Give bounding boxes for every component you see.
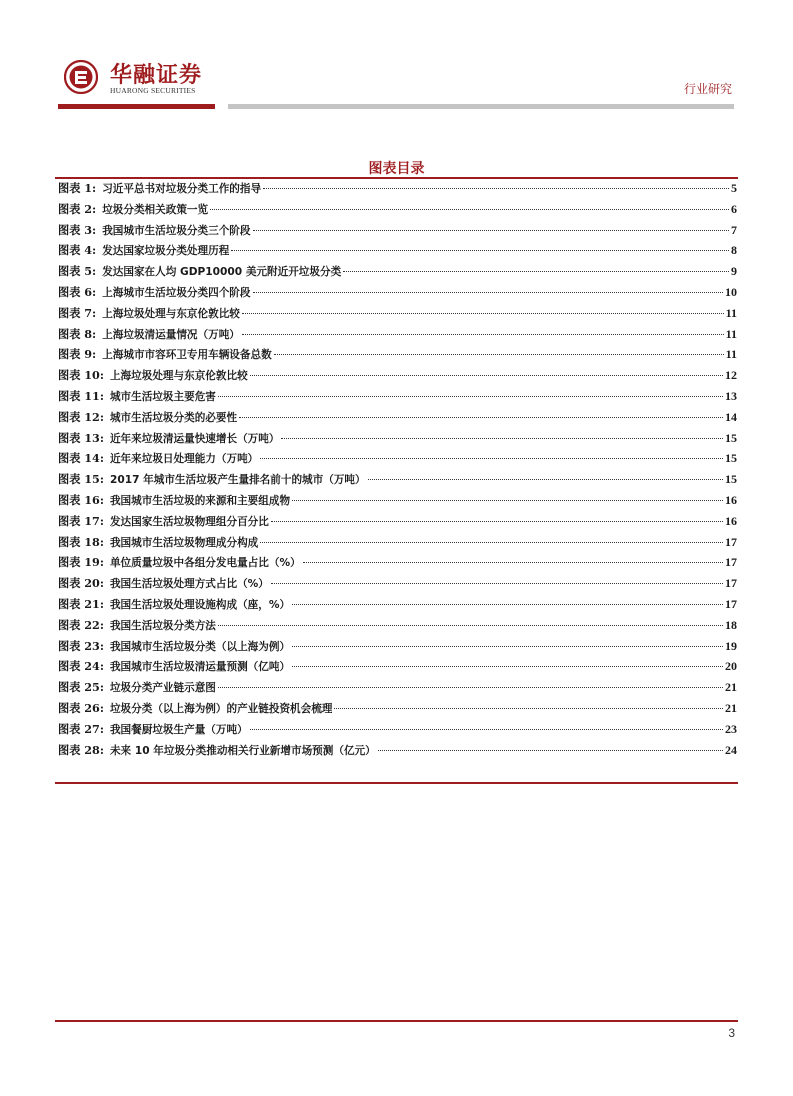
logo-english-name: HUARONG SECURITIES [110,86,196,95]
toc-entry-label: 图表 24: [58,659,104,674]
toc-entry-page: 10 [725,284,737,299]
toc-entry-label: 图表 19: [58,555,104,570]
toc-entry-page: 17 [725,555,737,570]
toc-entry-page: 17 [725,596,737,611]
toc-entry[interactable] [58,430,737,451]
toc-dot-leader [271,583,723,584]
toc-entry[interactable] [58,513,737,534]
toc-entry-label: 图表 28: [58,742,104,757]
toc-entry[interactable] [58,721,737,742]
toc-entry[interactable] [58,242,737,263]
toc-entry[interactable] [58,305,737,326]
toc-entry[interactable] [58,617,737,638]
toc-entry[interactable] [58,263,737,284]
toc-entry[interactable] [58,284,737,305]
toc-entry-title: 城市生活垃圾分类的必要性 [109,411,238,424]
logo-chinese-name: 华融证券 [110,63,203,88]
toc-dot-leader [343,271,729,272]
toc-entry-title: 单位质量垃圾中各组分发电量占比（%） [109,557,301,570]
toc-entry[interactable] [58,471,737,492]
toc-dot-leader [281,438,723,439]
toc-entry-label: 图表 10: [58,368,104,383]
toc-entry[interactable] [58,742,737,763]
toc-entry-label: 图表 27: [58,721,104,736]
toc-entry-label: 图表 18: [58,534,104,549]
toc-dot-leader [378,750,723,751]
toc-entry-label: 图表 13: [58,430,104,445]
toc-dot-leader [239,417,723,418]
footer-rule [55,1020,738,1022]
toc-entry-label: 图表 8: [58,326,97,341]
toc-list [58,180,737,762]
toc-entry-page: 14 [725,409,737,424]
toc-entry-title: 我国城市生活垃圾的来源和主要组成物 [109,494,291,507]
toc-entry-page: 20 [725,659,737,674]
toc-entry-page: 16 [725,492,737,507]
toc-entry-title: 近年来垃圾清运量快速增长（万吨） [109,432,280,445]
toc-entry[interactable] [58,492,737,513]
toc-entry-label: 图表 6: [58,284,97,299]
toc-entry-page: 18 [725,617,737,632]
toc-entry-title: 未来 10 年垃圾分类推动相关行业新增市场预测（亿元） [109,744,376,757]
toc-entry[interactable] [58,450,737,471]
toc-entry-title: 上海城市生活垃圾分类四个阶段 [102,286,251,299]
toc-entry[interactable] [58,409,737,430]
toc-dot-leader [292,604,723,605]
toc-entry-title: 城市生活垃圾主要危害 [109,390,216,403]
toc-entry[interactable] [58,388,737,409]
toc-entry-title: 我国城市生活垃圾清运量预测（亿吨） [109,661,291,674]
toc-dot-leader [242,313,724,314]
toc-dot-leader [231,250,729,251]
toc-title: 图表目录 [368,161,425,177]
toc-entry-page: 16 [725,513,737,528]
toc-entry-page: 11 [725,347,737,362]
toc-entry-title: 近年来垃圾日处理能力（万吨） [109,453,259,466]
toc-entry-label: 图表 11: [58,388,104,403]
toc-entry-title: 我国城市生活垃圾分类（以上海为例） [109,640,291,653]
toc-dot-leader [263,188,729,189]
toc-entry-title: 2017 年城市生活垃圾产生量排名前十的城市（万吨） [109,474,366,487]
toc-entry[interactable] [58,222,737,243]
toc-entry-title: 上海垃圾清运量情况（万吨） [102,328,240,341]
toc-entry-title: 我国餐厨垃圾生产量（万吨） [109,723,248,736]
toc-dot-leader [242,334,724,335]
toc-entry[interactable] [58,180,737,201]
toc-entry-title: 我国城市生活垃圾分类三个阶段 [102,224,251,237]
toc-entry-title: 我国生活垃圾分类方法 [109,619,216,632]
toc-dot-leader [303,562,723,563]
toc-entry-page: 7 [731,222,737,237]
toc-entry-page: 5 [731,181,737,195]
toc-entry-title: 发达国家在人均 GDP10000 美元附近开垃圾分类 [102,266,342,279]
toc-dot-leader [274,354,724,355]
toc-entry[interactable] [58,534,737,555]
toc-entry[interactable] [58,700,737,721]
toc-entry-title: 垃圾分类（以上海为例）的产业链投资机会梳理 [109,702,333,715]
toc-dot-leader [250,375,723,376]
toc-entry-label: 图表 14: [58,451,104,466]
toc-entry-label: 图表 1: [58,181,97,195]
toc-dot-leader [292,646,723,647]
toc-entry-title: 上海垃圾处理与东京伦敦比较 [102,307,240,320]
toc-entry-page: 19 [725,638,737,653]
toc-entry-label: 图表 2: [58,201,97,216]
toc-entry-title: 上海垃圾处理与东京伦敦比较 [109,370,248,383]
toc-bottom-rule [55,782,738,784]
toc-entry-page: 17 [725,576,737,591]
toc-dot-leader [292,500,723,501]
toc-dot-leader [334,708,723,709]
toc-entry-label: 图表 21: [58,596,104,611]
toc-dot-leader [260,542,723,543]
huarong-logo-icon [64,60,98,94]
toc-entry[interactable] [58,326,737,347]
toc-entry[interactable] [58,367,737,388]
toc-dot-leader [260,458,723,459]
toc-dot-leader [218,687,723,688]
toc-entry-title: 垃圾分类产业链示意图 [109,682,216,695]
page-number: 3 [728,1026,735,1040]
toc-entry-page: 13 [725,388,737,403]
toc-dot-leader [253,292,724,293]
toc-entry-label: 图表 17: [58,513,104,528]
toc-entry-page: 12 [725,368,737,383]
toc-entry-label: 图表 25: [58,680,104,695]
toc-entry-label: 图表 4: [58,243,97,258]
toc-entry-title: 垃圾分类相关政策一览 [102,203,209,216]
toc-entry-label: 图表 9: [58,347,97,362]
toc-entry-page: 15 [725,472,737,487]
toc-entry-label: 图表 26: [58,700,104,715]
toc-entry-label: 图表 3: [58,222,97,237]
toc-dot-leader [271,521,723,522]
toc-entry-page: 17 [725,534,737,549]
toc-dot-leader [368,479,723,480]
toc-entry-title: 上海城市市容环卫专用车辆设备总数 [102,349,272,362]
toc-entry-title: 发达国家垃圾分类处理历程 [102,245,230,258]
toc-entry-page: 8 [731,243,737,258]
toc-entry-label: 图表 22: [58,617,104,632]
toc-dot-leader [253,230,730,231]
toc-entry-page: 9 [731,264,737,279]
toc-entry[interactable] [58,201,737,222]
toc-entry-label: 图表 12: [58,409,104,424]
toc-dot-leader [250,729,723,730]
toc-entry-page: 15 [725,430,737,445]
header-bar-gray [228,104,734,109]
huarong-logo [64,56,214,98]
toc-top-rule [55,177,738,179]
toc-entry[interactable] [58,679,737,700]
toc-entry-label: 图表 23: [58,638,104,653]
toc-entry-page: 11 [725,326,737,341]
toc-entry-page: 6 [731,201,737,216]
report-type-label: 行业研究 [683,82,732,96]
toc-entry-page: 23 [725,721,737,736]
toc-entry-page: 15 [725,451,737,466]
toc-entry[interactable] [58,658,737,679]
toc-dot-leader [218,625,723,626]
toc-entry-label: 图表 7: [58,305,97,320]
toc-dot-leader [292,666,723,667]
toc-entry-page: 11 [725,305,737,320]
toc-entry-page: 21 [725,700,737,715]
toc-dot-leader [218,396,723,397]
toc-entry-label: 图表 20: [58,576,104,591]
header-bar-red [58,104,215,109]
toc-entry[interactable] [58,554,737,575]
toc-entry-page: 24 [725,742,737,757]
toc-entry-page: 21 [725,680,737,695]
toc-entry[interactable] [58,346,737,367]
toc-entry[interactable] [58,575,737,596]
toc-dot-leader [210,209,729,210]
toc-entry-label: 图表 15: [58,472,104,487]
toc-entry[interactable] [58,596,737,617]
toc-entry-title: 发达国家生活垃圾物理组分百分比 [109,515,269,528]
toc-entry-title: 习近平总书对垃圾分类工作的指导 [102,183,262,195]
toc-entry-label: 图表 5: [58,264,97,279]
toc-entry-title: 我国城市生活垃圾物理成分构成 [109,536,259,549]
toc-entry[interactable] [58,638,737,659]
toc-entry-label: 图表 16: [58,492,104,507]
toc-entry-title: 我国生活垃圾处理方式占比（%） [109,578,269,591]
toc-entry-title: 我国生活垃圾处理设施构成（座，%） [109,598,291,611]
